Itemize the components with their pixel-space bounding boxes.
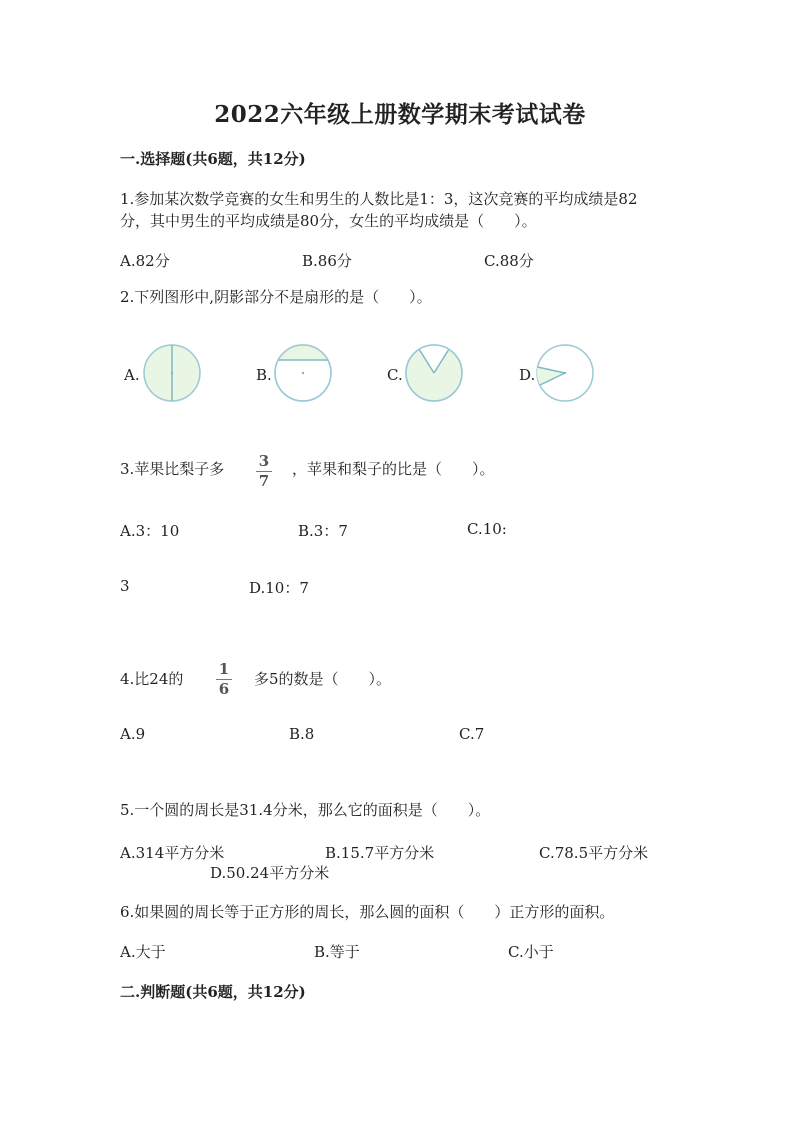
section-heading-judgement: 二.判断题(共6题，共12分) (120, 983, 306, 1001)
q3-fraction (253, 453, 275, 490)
q2-figure-b-chord-circle (273, 343, 333, 403)
q4-fraction (213, 661, 235, 698)
page-title: 2022六年级上册数学期末考试试卷 (214, 101, 586, 128)
q3-fraction-numerator: 3 (258, 452, 270, 470)
q2-figure-a-diameter-circle (142, 343, 202, 403)
q5-option-a: A.314平方分米 (120, 844, 225, 862)
q2-figure-c-sector-circle (404, 343, 464, 403)
question-5-text: 5.一个圆的周长是31.4分米，那么它的面积是（ ）。 (120, 801, 491, 819)
q3-option-d: D.10：7 (249, 579, 309, 597)
q1-option-a: A.82分 (120, 252, 170, 270)
question-1-line-2: 分，其中男生的平均成绩是80分，女生的平均成绩是（ ）。 (120, 212, 537, 230)
q2-figure-b-label: B. (256, 366, 272, 384)
q4-option-b: B.8 (289, 725, 315, 743)
q2-figure-a-label: A. (124, 366, 140, 384)
q1-option-c: C.88分 (484, 252, 534, 270)
q3-option-a: A.3：10 (120, 522, 180, 540)
q6-option-c: C.小于 (508, 943, 554, 961)
question-6-text: 6.如果圆的周长等于正方形的周长，那么圆的面积（ ）正方形的面积。 (120, 903, 615, 921)
question-3-suffix: ，苹果和梨子的比是（ ）。 (292, 460, 495, 478)
q2-figure-d-label: D. (519, 366, 536, 384)
q4-fraction-denominator: 6 (218, 680, 230, 698)
q3-option-c: C.10: (467, 520, 507, 538)
q2-figure-d-sector-circle (535, 343, 595, 403)
q3-option-c-continued: 3 (120, 577, 130, 595)
q5-option-b: B.15.7平方分米 (325, 844, 435, 862)
section-heading-choice: 一.选择题(共6题，共12分) (120, 150, 306, 168)
q4-option-a: A.9 (120, 725, 146, 743)
question-4-prefix: 4.比24的 (120, 670, 184, 688)
question-3-prefix: 3.苹果比梨子多 (120, 460, 225, 478)
q4-fraction-numerator: 1 (218, 660, 230, 678)
q5-option-d: D.50.24平方分米 (210, 864, 330, 882)
q3-fraction-denominator: 7 (258, 472, 270, 490)
q5-option-c: C.78.5平方分米 (539, 844, 649, 862)
q6-option-a: A.大于 (120, 943, 166, 961)
q6-option-b: B.等于 (314, 943, 360, 961)
question-2-text: 2.下列图形中,阴影部分不是扇形的是（ ）。 (120, 288, 432, 306)
question-1-line-1: 1.参加某次数学竞赛的女生和男生的人数比是1：3，这次竞赛的平均成绩是82 (120, 190, 638, 208)
question-4-suffix: 多5的数是（ ）。 (254, 670, 392, 688)
q4-option-c: C.7 (459, 725, 485, 743)
q2-figure-c-label: C. (387, 366, 403, 384)
q3-option-b: B.3：7 (298, 522, 348, 540)
q1-option-b: B.86分 (302, 252, 352, 270)
